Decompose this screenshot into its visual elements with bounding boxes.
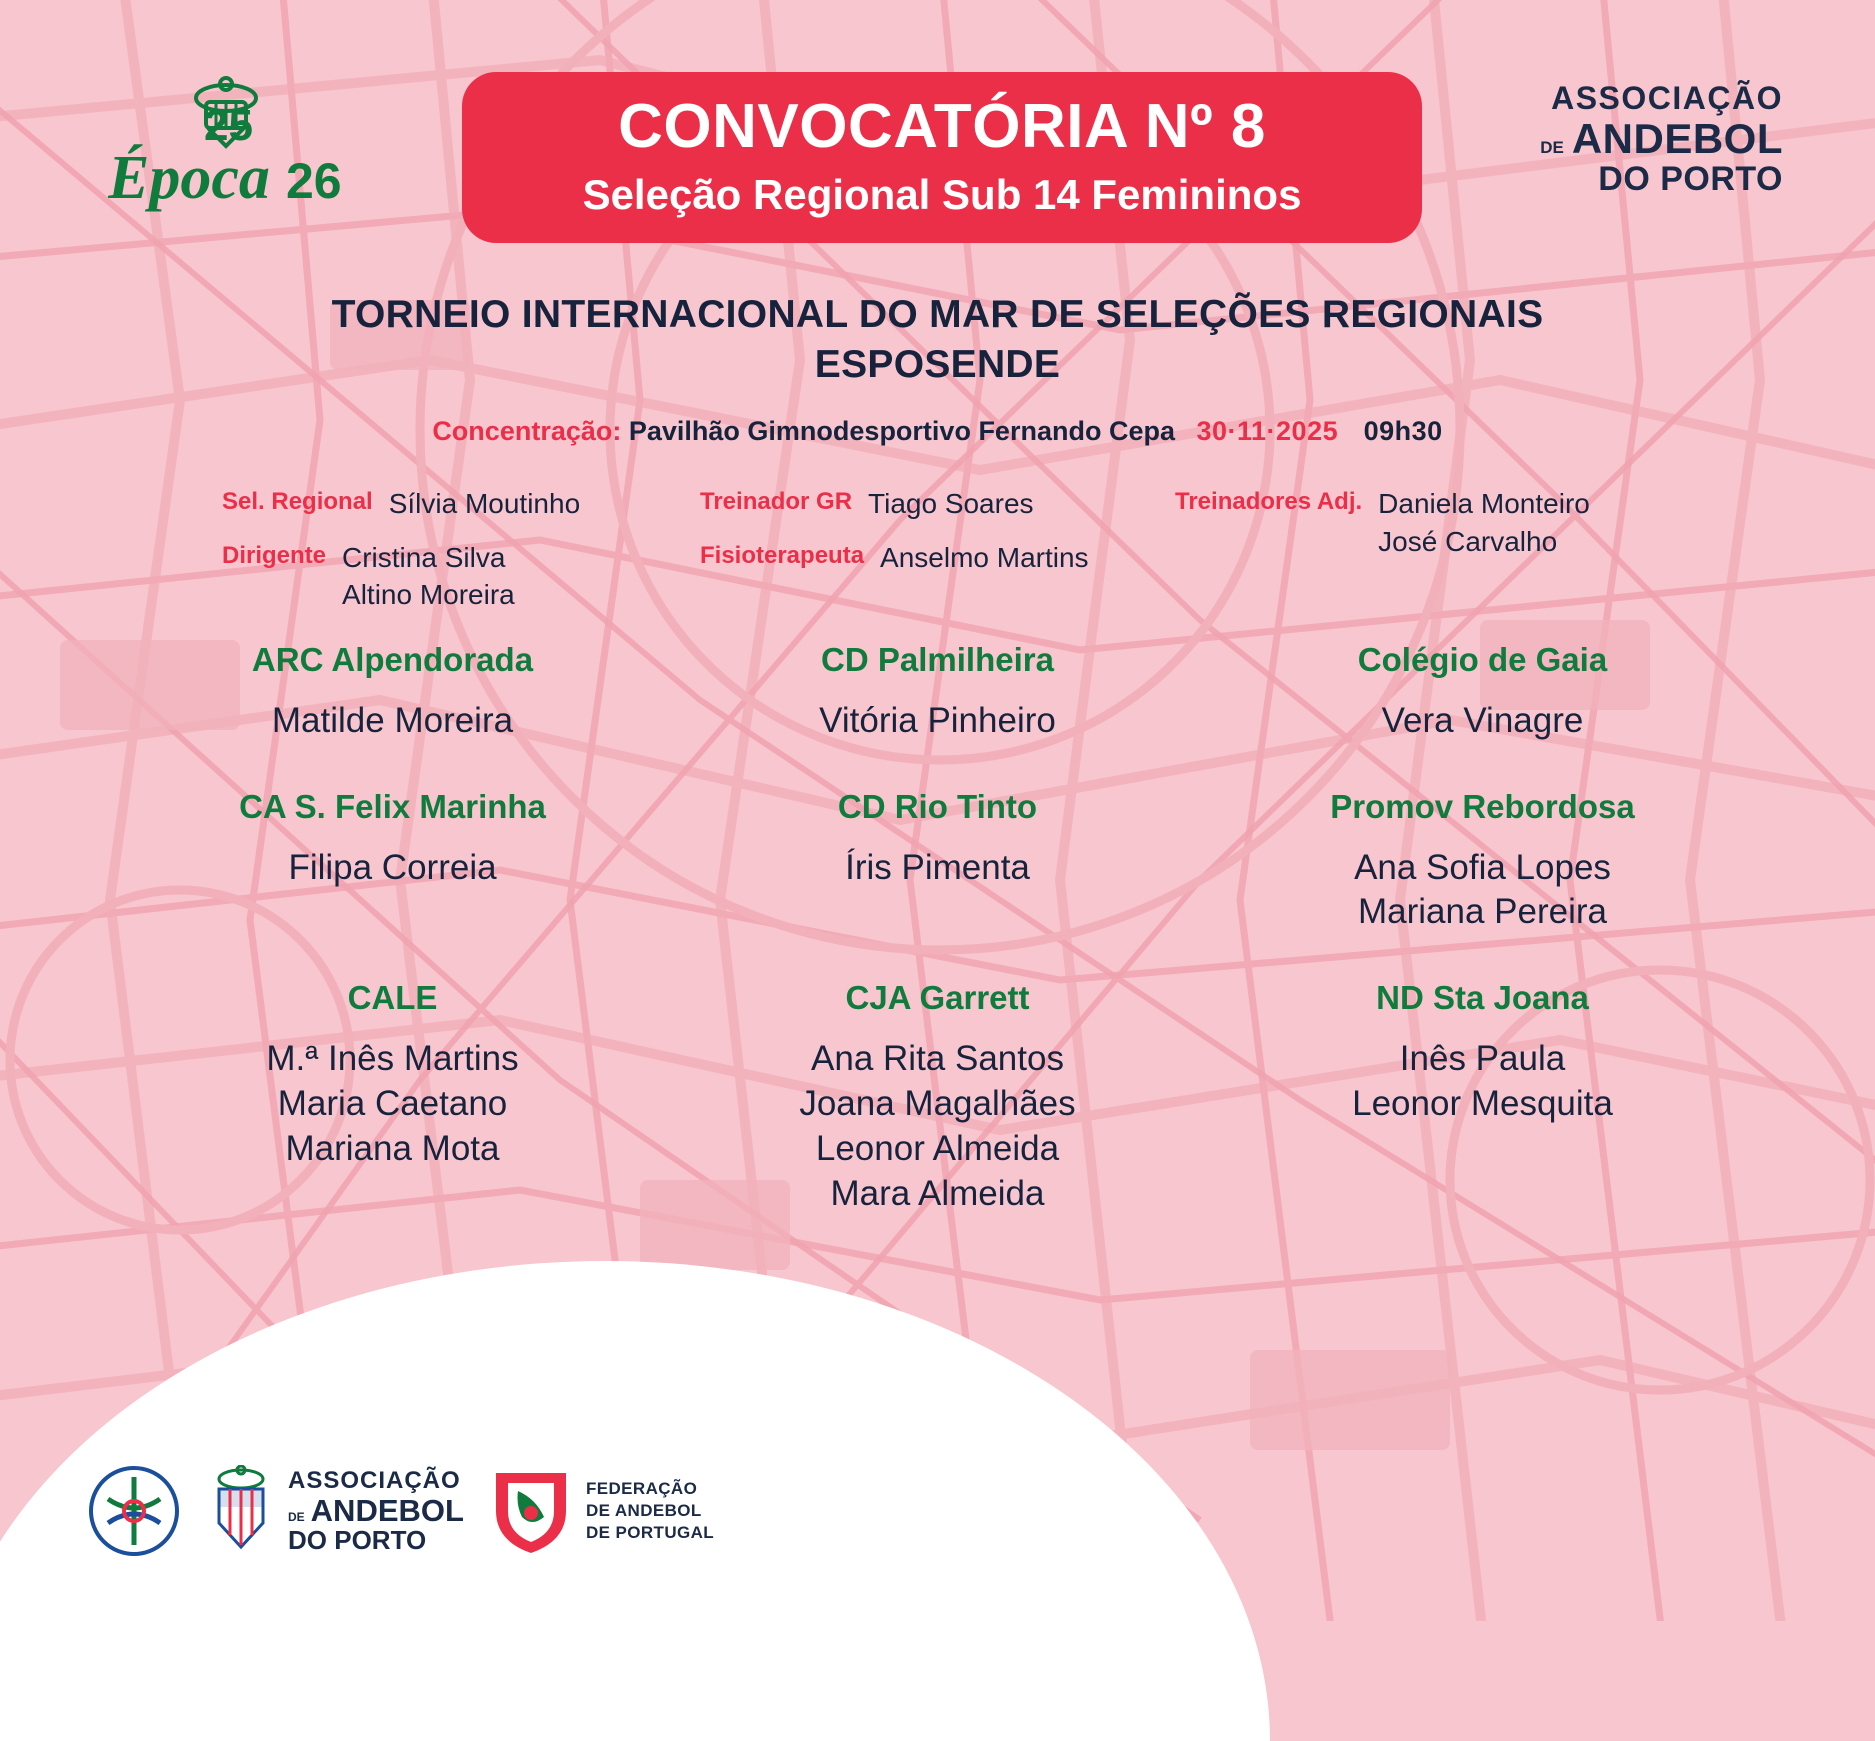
footer-fap-line3: DE PORTUGAL <box>585 1523 715 1543</box>
staff-entry <box>222 539 580 615</box>
club-block <box>665 641 1210 744</box>
club-name: Promov Rebordosa <box>1330 787 1635 825</box>
season-logo <box>108 70 378 220</box>
staff-entry <box>1175 485 1590 561</box>
aap-crest-icon <box>204 1465 278 1557</box>
staff-role-label: Fisioterapeuta <box>700 541 865 569</box>
player-name: Mariana Pereira <box>1358 892 1607 932</box>
staff-role-label: Treinadores Adj. <box>1175 487 1363 515</box>
player-name: Vera Vinagre <box>1381 700 1584 740</box>
meeting-info <box>0 416 1875 447</box>
staff-entry <box>222 485 580 523</box>
staff-name: José Carvalho <box>1378 525 1558 557</box>
club-block <box>120 641 665 744</box>
staff-column-1 <box>222 485 580 630</box>
player-name: Mariana Mota <box>285 1128 500 1168</box>
club-block <box>120 788 665 936</box>
staff-name: Sílvia Moutinho <box>388 487 581 519</box>
player-name: Filipa Correia <box>288 847 497 887</box>
aap-circular-icon <box>88 1465 180 1557</box>
club-block <box>665 979 1210 1216</box>
player-name: Ana Sofia Lopes <box>1354 847 1611 887</box>
staff-name: Anselmo Martins <box>880 541 1089 573</box>
player-name: Íris Pimenta <box>845 847 1030 887</box>
convocation-subtitle: Seleção Regional Sub 14 Femininos <box>582 171 1302 219</box>
meeting-date: 30·11·2025 <box>1196 415 1339 446</box>
club-name: ARC Alpendorada <box>251 640 534 678</box>
player-name: Matilde Moreira <box>271 700 514 740</box>
player-name: Leonor Mesquita <box>1352 1084 1613 1123</box>
club-name: Colégio de Gaia <box>1357 640 1608 678</box>
fap-footer-logo <box>488 1465 714 1557</box>
club-name: ND Sta Joana <box>1376 979 1589 1017</box>
club-block <box>120 979 665 1216</box>
club-name: CD Rio Tinto <box>837 787 1038 825</box>
club-block <box>665 788 1210 936</box>
staff-name: Altino Moreira <box>342 579 515 611</box>
player-name: Maria Caetano <box>277 1084 508 1123</box>
staff-names <box>880 539 1089 577</box>
poster-header <box>0 0 1875 290</box>
meeting-time: 09h30 <box>1363 415 1443 446</box>
player-name: Vitória Pinheiro <box>819 700 1056 740</box>
staff-column-2 <box>700 485 1089 593</box>
season-year-bottom: 26 <box>286 153 342 209</box>
club-name: CD Palmilheira <box>821 640 1054 678</box>
title-badge <box>462 72 1422 243</box>
staff-name: Cristina Silva <box>342 541 506 573</box>
meeting-label: Concentração: <box>432 415 622 446</box>
club-block <box>1210 788 1755 936</box>
association-line1: ASSOCIAÇÃO <box>1551 80 1783 116</box>
club-name: CALE <box>347 979 438 1017</box>
footer-fap-line2: DE ANDEBOL <box>585 1500 702 1520</box>
staff-role-label: Sel. Regional <box>222 487 373 515</box>
player-name: Ana Rita Santos <box>811 1039 1064 1079</box>
footer-aap-connector: DE <box>288 1510 305 1524</box>
season-year-top: 25 <box>204 101 253 150</box>
staff-name: Daniela Monteiro <box>1378 487 1590 519</box>
player-name: Joana Magalhães <box>799 1084 1076 1123</box>
staff-role-label: Treinador GR <box>700 487 853 515</box>
club-block <box>1210 641 1755 744</box>
player-name: Inês Paula <box>1399 1039 1566 1079</box>
staff-names <box>342 539 515 615</box>
association-connector: DE <box>1540 138 1564 157</box>
staff-name: Tiago Soares <box>868 487 1034 519</box>
player-name: M.ª Inês Martins <box>266 1039 519 1079</box>
club-name: CA S. Felix Marinha <box>239 787 546 825</box>
footer-fap-line1: FEDERAÇÃO <box>585 1478 698 1498</box>
player-name: Mara Almeida <box>830 1173 1045 1213</box>
staff-role-label: Dirigente <box>222 541 327 569</box>
event-title <box>150 290 1725 390</box>
player-name: Leonor Almeida <box>815 1128 1060 1168</box>
season-word: Época <box>108 144 270 212</box>
club-block <box>1210 979 1755 1216</box>
staff-names <box>868 485 1034 523</box>
footer-logos <box>88 1465 714 1557</box>
association-wordmark <box>1540 82 1783 196</box>
clubs-grid <box>0 641 1875 1217</box>
footer-aap-line2: ANDEBOL <box>310 1493 464 1528</box>
staff-entry <box>700 539 1089 577</box>
footer-aap-line1: ASSOCIAÇÃO <box>288 1467 461 1494</box>
convocation-title: CONVOCATÓRIA Nº 8 <box>618 92 1266 161</box>
aap-footer-logo <box>204 1465 464 1557</box>
staff-entry <box>700 485 1089 523</box>
club-name: CJA Garrett <box>845 979 1030 1017</box>
staff-section <box>0 485 1875 615</box>
staff-column-3 <box>1175 485 1590 577</box>
meeting-place: Pavilhão Gimnodesportivo Fernando Cepa <box>628 415 1175 446</box>
fap-shield-icon <box>488 1465 574 1557</box>
event-title-line2: ESPOSENDE <box>814 342 1061 386</box>
footer-aap-line3: DO PORTO <box>288 1525 427 1555</box>
association-line2: ANDEBOL <box>1571 115 1783 162</box>
staff-names <box>1378 485 1590 561</box>
association-line3: DO PORTO <box>1598 160 1783 198</box>
event-title-line1: TORNEIO INTERNACIONAL DO MAR DE SELEÇÕES REGIONAIS <box>331 293 1544 336</box>
staff-names <box>389 485 580 523</box>
